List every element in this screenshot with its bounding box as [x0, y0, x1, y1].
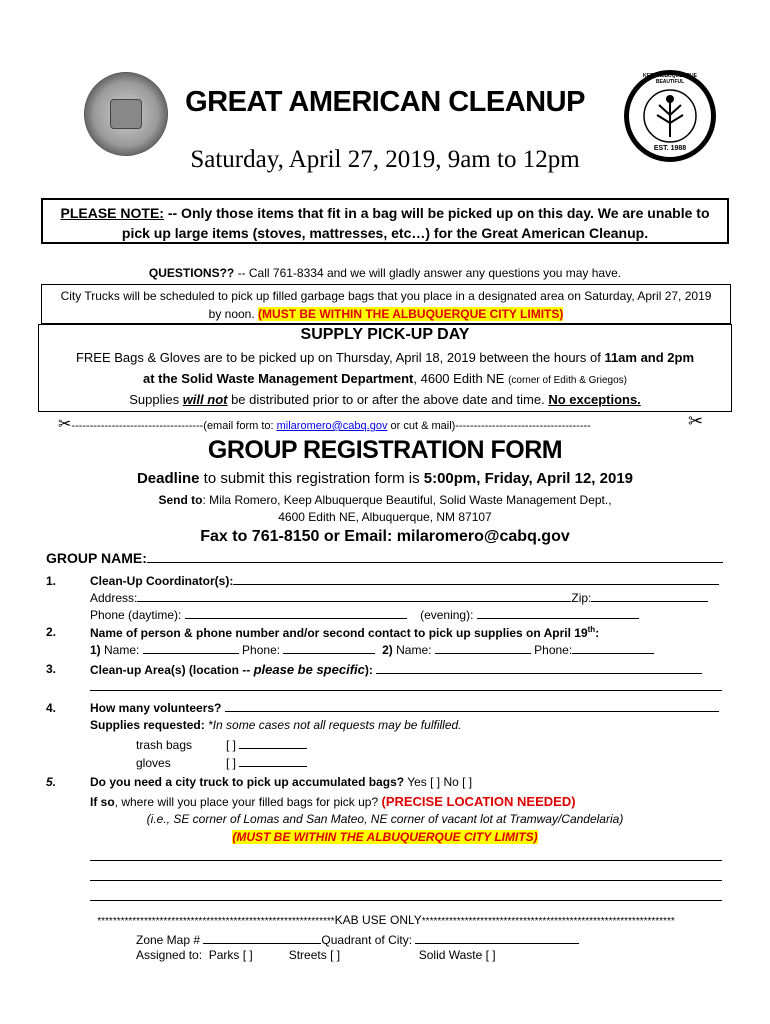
gloves-qty-field[interactable] [239, 756, 307, 767]
send-to-line [0, 493, 770, 507]
form-limits-line [0, 830, 770, 844]
area-field-line-2[interactable] [90, 690, 722, 691]
form-limits: (MUST BE WITHIN THE ALBUQUERQUE CITY LIMITS) [232, 830, 538, 844]
item-5-number: 5. [46, 775, 57, 789]
second-contact-sup: th [587, 625, 596, 634]
kab-logo-text: KEEP ALBUQUERQUE BEAUTIFUL [643, 73, 697, 85]
if-so-text: , where will you place your filled bags for pick up? [114, 795, 382, 809]
cut-left: ------------------------------------(email form to: [71, 420, 277, 432]
supply-line-2 [0, 371, 770, 386]
event-date: Saturday, April 27, 2019, 9am to 12pm [190, 146, 580, 173]
supply-no-exceptions: No exceptions. [548, 392, 641, 407]
contact-2-name-field[interactable] [435, 643, 531, 654]
deadline-text: to submit this registration form is [199, 470, 424, 487]
gloves-label: gloves [136, 756, 171, 770]
area-colon: ): [364, 663, 373, 677]
if-so-row [90, 794, 576, 809]
trucks-box [41, 284, 731, 324]
send-to-label: Send to [158, 493, 203, 507]
quadrant-label: Quadrant of City: [321, 933, 413, 947]
contact-1-number: 1) [90, 643, 101, 657]
area-row [90, 662, 702, 677]
send-to-address: 4600 Edith NE, Albuquerque, NM 87107 [278, 510, 492, 524]
kab-use-label: KAB USE ONLY [334, 913, 422, 927]
questions-text: -- Call 761-8334 and we will gladly answer any questions you may have. [234, 266, 622, 280]
supply-hours: 11am and 2pm [604, 350, 695, 365]
volunteers-label: How many volunteers? [90, 701, 222, 715]
volunteers-row [90, 701, 719, 715]
please-note-label: PLEASE NOTE: [60, 205, 164, 221]
area-field[interactable] [376, 663, 702, 674]
address-label: Address: [90, 591, 138, 605]
group-name-field[interactable] [147, 552, 723, 563]
contact-1-name-field[interactable] [143, 643, 239, 654]
form-title: GROUP REGISTRATION FORM [207, 436, 563, 464]
location-field-line-2[interactable] [90, 880, 722, 881]
questions-label: QUESTIONS?? [148, 266, 235, 280]
deadline-label: Deadline [136, 470, 200, 487]
address-row [90, 591, 708, 605]
fax-line: Fax to 761-8150 or Email: milaromero@cabq.gov [200, 528, 570, 545]
item-2-number: 2. [46, 625, 57, 639]
truck-row [90, 775, 472, 789]
zone-map-label: Zone Map # [136, 933, 201, 947]
supply-heading: SUPPLY PICK-UP DAY [300, 326, 470, 343]
area-specific: please be specific [253, 662, 365, 677]
trash-bags-qty-field[interactable] [239, 738, 307, 749]
supply-will-not: will not [182, 392, 228, 407]
location-field-line-3[interactable] [90, 900, 722, 901]
deadline-line [0, 470, 770, 487]
item-1-number: 1. [46, 574, 57, 588]
contacts-row [90, 643, 654, 657]
contact-2-phone-field[interactable] [572, 643, 654, 654]
second-contact-label: Name of person & phone number and/or second contact to pick up supplies on April 19 [90, 626, 588, 640]
if-so-label: If so [90, 795, 115, 809]
coordinator-row [90, 574, 719, 588]
location-field-line-1[interactable] [90, 860, 722, 861]
second-contact-row [90, 625, 599, 640]
assigned-row [136, 948, 496, 962]
item-4-number: 4. [46, 701, 57, 715]
gloves-row [136, 756, 307, 770]
address-field[interactable] [137, 591, 571, 602]
zip-label: Zip: [571, 591, 592, 605]
kab-use-stars-right: ***************************************************************** [421, 916, 675, 927]
trucks-text-2: by noon. [208, 307, 255, 321]
questions-line [0, 266, 770, 280]
coordinator-field[interactable] [233, 574, 719, 585]
streets-checkbox[interactable]: Streets [ ] [288, 948, 341, 962]
quadrant-field[interactable] [415, 933, 579, 944]
trucks-limits: (MUST BE WITHIN THE ALBUQUERQUE CITY LIMITS) [258, 307, 564, 321]
supply-line-3-text: Supplies [129, 392, 183, 407]
second-contact-colon: : [595, 626, 600, 640]
assigned-label: Assigned to: [136, 948, 203, 962]
truck-question: Do you need a city truck to pick up accumulated bags? [90, 775, 405, 789]
solid-waste-checkbox[interactable]: Solid Waste [ ] [418, 948, 496, 962]
phone-day-field[interactable] [185, 608, 407, 619]
supplies-note: *In some cases not all requests may be fulfilled. [204, 718, 462, 732]
supply-line-1 [0, 350, 770, 365]
contact-1-phone-field[interactable] [283, 643, 375, 654]
zone-map-row [136, 933, 579, 947]
truck-yes-no[interactable]: Yes [ ] No [ ] [404, 775, 473, 789]
location-example: (i.e., SE corner of Lomas and San Mateo, NE corner of vacant lot at Tramway/Candelaria) [146, 812, 624, 826]
scissors-left-icon: ✂ [58, 416, 72, 433]
precise-location-label: (PRECISE LOCATION NEEDED) [381, 794, 576, 809]
group-name-label: GROUP NAME: [46, 550, 147, 566]
supply-line-3 [0, 392, 770, 407]
phone-row [90, 608, 639, 622]
supply-location: at the Solid Waste Management Department [142, 371, 414, 386]
contact-1-phone-label: Phone: [242, 643, 281, 657]
cut-line [58, 414, 718, 434]
please-note-text-2: pick up large items (stoves, mattresses, etc…) for the Great American Cleanup. [121, 225, 649, 241]
supply-line-3-rest: be distributed prior to or after the above date and time. [227, 392, 549, 407]
contact-2-phone-label: Phone: [534, 643, 573, 657]
deadline-date: 5:00pm, Friday, April 12, 2019 [423, 470, 634, 487]
zone-map-field[interactable] [203, 933, 321, 944]
trash-bags-checkbox[interactable]: [ ] [226, 738, 237, 752]
page-title: GREAT AMERICAN CLEANUP [185, 86, 585, 118]
supply-corner: (corner of Edith & Griegos) [508, 375, 627, 386]
group-name-row [46, 550, 723, 566]
supplies-row [90, 718, 462, 732]
kab-use-header [46, 913, 726, 927]
phone-evening-label: (evening): [420, 608, 474, 622]
supplies-label: Supplies requested: [90, 718, 205, 732]
phone-day-label: Phone (daytime): [90, 608, 182, 622]
parks-checkbox[interactable]: Parks [ ] [208, 948, 253, 962]
contact-2-name-label: Name: [392, 643, 432, 657]
please-note-box [41, 198, 729, 244]
area-label: Clean-up Area(s) (location -- [90, 663, 254, 677]
trucks-text-1: City Trucks will be scheduled to pick up filled garbage bags that you place in a designated area on Saturday, April 27, 2019 [60, 289, 712, 303]
trash-bags-row [136, 738, 307, 752]
please-note-text-1: -- Only those items that fit in a bag will be picked up on this day. We are unable to [163, 205, 710, 221]
scissors-right-icon: ✂ [688, 411, 704, 431]
kab-logo-est: EST. 1988 [653, 145, 687, 152]
gloves-checkbox[interactable]: [ ] [226, 756, 237, 770]
zip-field[interactable] [591, 591, 708, 602]
item-3-number: 3. [46, 662, 57, 676]
contact-1-name-label: Name: [100, 643, 140, 657]
supply-line-1-text: FREE Bags & Gloves are to be picked up on Thursday, April 18, 2019 between the hours of [75, 350, 605, 365]
send-to-text: : Mila Romero, Keep Albuquerque Beautiful, Solid Waste Management Dept., [202, 493, 612, 507]
contact-2-number: 2) [382, 643, 393, 657]
phone-evening-field[interactable] [477, 608, 639, 619]
supply-address: , 4600 Edith NE [413, 371, 509, 386]
kab-use-stars-left: ************************************************************* [97, 916, 335, 927]
cut-right: or cut & mail)------------------------------------- [387, 420, 591, 432]
coordinator-label: Clean-Up Coordinator(s): [90, 574, 234, 588]
cut-email-link[interactable]: milaromero@cabq.gov [276, 420, 388, 432]
trash-bags-label: trash bags [136, 738, 193, 752]
volunteers-field[interactable] [225, 701, 719, 712]
